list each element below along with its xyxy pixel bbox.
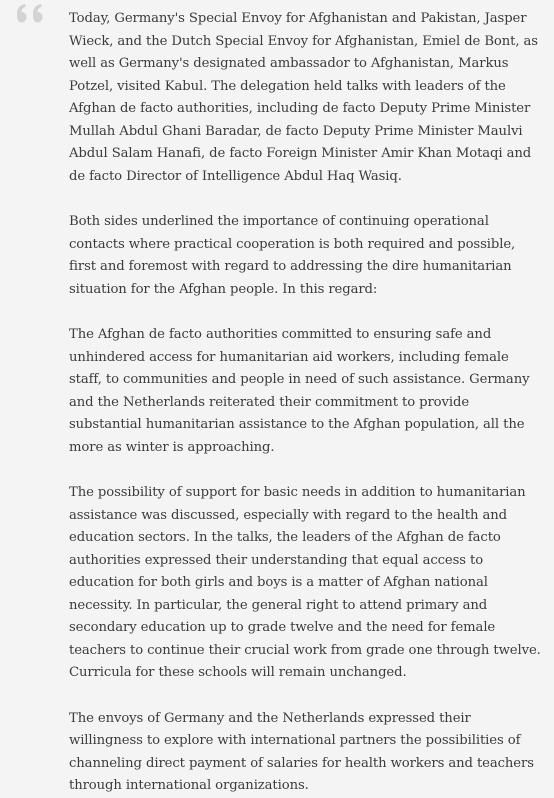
quote-icon (14, 2, 50, 32)
quote-text (69, 8, 543, 798)
paragraph-4: The possibility of support for basic needs in addition to humanitarian assistance was discussed, especially with regard to the health and education sectors. In the talks, the leaders of the Afghan de facto authorities expressed their understanding that equal access to education for both girls and boys is a matter of Afghan national necessity. In particular, the general right to attend primary and secondary education up to grade twelve and the need for female teachers to continue their crucial work from grade one through twelve. Curricula for these schools will remain unchanged. (69, 485, 541, 680)
paragraph-1: Today, Germany's Special Envoy for Afghanistan and Pakistan, Jasper Wieck, and the Dutch Special Envoy for Afghanistan, Emiel de Bont, as well as Germany's designated ambassador to Afghanistan, Markus Potzel, visited Kabul. The delegation held talks with leaders of the Afghan de facto authorities, including de facto Deputy Prime Minister Mullah Abdul Ghani Baradar, de facto Deputy Prime Minister Maulvi Abdul Salam Hanafi, de facto Foreign Minister Amir Khan Motaqi and de facto Director of Intelligence Abdul Haq Wasiq. (69, 11, 538, 184)
paragraph-3: The Afghan de facto authorities committed to ensuring safe and unhindered access for humanitarian aid workers, including female staff, to communities and people in need of such assistance. Germany and the Netherlands reiterated their commitment to provide substantial humanitarian assistance to the Afghan population, all the more as winter is approaching. (69, 327, 530, 455)
paragraph-5: The envoys of Germany and the Netherlands expressed their willingness to explore with international partners the possibilities of channeling direct payment of salaries for health workers and teachers through international organizations. (69, 710, 534, 793)
paragraph-2: Both sides underlined the importance of continuing operational contacts where practical cooperation is both required and possible, first and foremost with regard to addressing the dire humanitarian situation for the Afghan people. In this regard: (69, 214, 516, 297)
